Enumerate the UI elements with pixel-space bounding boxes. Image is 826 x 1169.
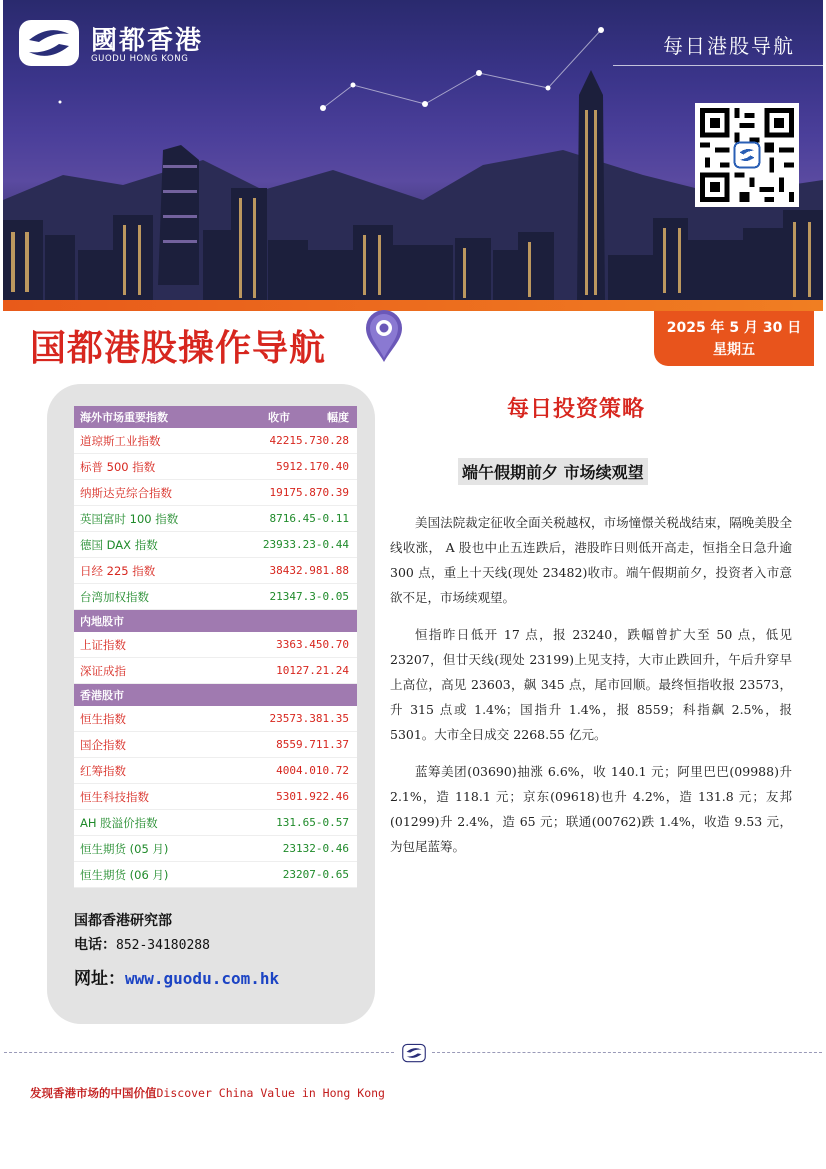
index-close: 42215.73 <box>269 434 323 447</box>
section-title: 内地股市 <box>80 615 124 628</box>
contact-block <box>74 910 279 989</box>
table-row <box>74 480 357 506</box>
header-accent-stripe <box>3 300 823 311</box>
index-name: 英国富时 100 指数 <box>80 511 179 526</box>
index-change: -0.65 <box>315 868 349 881</box>
index-close: 8559.71 <box>276 738 323 751</box>
article-paragraph: 美国法院裁定征收全面关税越权，市场憧憬关税战结束，隔晚美股全线收涨， A 股也中止五连跌后，港股昨日则低开高走，恒指全日急升逾 300 点，重上十天线(现处 23482)收市。端午假期前夕，投资者入市意欲不足，市场续观望。 <box>390 515 792 605</box>
market-index-table <box>74 406 357 888</box>
section-title: 每日投资策略 <box>507 397 646 422</box>
table-row <box>74 862 357 888</box>
index-close: 10127.2 <box>276 664 323 677</box>
page-title: 国都港股操作导航 <box>30 328 327 369</box>
index-change: -0.46 <box>315 842 349 855</box>
date-badge <box>654 311 814 366</box>
index-close: 23573.38 <box>269 712 323 725</box>
guodu-logo-icon <box>402 1043 426 1063</box>
index-close: 38432.98 <box>269 564 323 577</box>
article-paragraph: 恒指昨日低开 17 点，报 23240，跌幅曾扩大至 50 点，低见 23207，但廿天线(现处 23199)上见支持，大市止跌回升，午后升穿早上高位，高见 23603，飙 345 点，尾市回顺。最终恒指收报 23573，升 315 点或 1.4%；国指升 1.4%，报 8559；科指飙 2.5%，报 5301。大市全日成交 2268.55 亿元。 <box>390 627 792 742</box>
index-name: 标普 500 指数 <box>80 459 156 474</box>
index-close: 23132 <box>282 842 316 855</box>
index-close: 3363.45 <box>276 638 323 651</box>
website-label: 网址： <box>74 969 125 989</box>
table-row <box>74 810 357 836</box>
index-name: 恒生指数 <box>80 711 126 726</box>
hk-rows <box>74 706 357 888</box>
index-name: 台湾加权指数 <box>80 589 149 604</box>
table-row <box>74 428 357 454</box>
table-row <box>74 506 357 532</box>
slogan-en: Discover China Value in Hong Kong <box>156 1086 385 1100</box>
table-row <box>74 658 357 684</box>
index-close: 5912.17 <box>276 460 323 473</box>
index-name: 纳斯达克综合指数 <box>80 485 172 500</box>
table-row <box>74 706 357 732</box>
index-name: 日经 225 指数 <box>80 563 156 578</box>
article-body <box>390 510 792 871</box>
brand-name: 國都香港 <box>91 26 204 56</box>
index-change: -0.05 <box>315 590 349 603</box>
section-header-mainland <box>74 610 357 632</box>
website-link[interactable]: www.guodu.com.hk <box>125 969 280 988</box>
header-name: 海外市场重要指数 <box>80 411 168 424</box>
index-close: 21347.3 <box>269 590 316 603</box>
index-close: 5301.92 <box>276 790 323 803</box>
header-change: 幅度 <box>327 411 349 424</box>
footer-slogan <box>30 1085 385 1101</box>
phone-number: 852-34180288 <box>116 938 210 953</box>
report-weekday: 星期五 <box>713 342 755 358</box>
index-change: 1.88 <box>322 564 349 577</box>
table-row <box>74 558 357 584</box>
guodu-logo-icon <box>17 18 81 68</box>
index-change: 1.24 <box>322 664 349 677</box>
index-name: 道琼斯工业指数 <box>80 433 161 448</box>
index-name: 恒生期货 (05 月) <box>80 841 169 856</box>
index-change: -0.11 <box>315 512 349 525</box>
website-line <box>74 964 279 989</box>
index-close: 8716.45 <box>269 512 316 525</box>
phone-line <box>74 934 279 958</box>
table-header <box>74 406 357 428</box>
header-close: 收市 <box>268 411 290 424</box>
index-change: 0.28 <box>322 434 349 447</box>
index-close: 131.65 <box>276 816 316 829</box>
index-name: 国企指数 <box>80 737 126 752</box>
divider <box>613 65 823 66</box>
research-dept: 国都香港研究部 <box>74 913 172 929</box>
slogan-zh: 发现香港市场的中国价值 <box>30 1086 157 1100</box>
footer-divider-right <box>432 1052 822 1054</box>
table-row <box>74 784 357 810</box>
index-change: 0.70 <box>322 638 349 651</box>
index-change: 0.72 <box>322 764 349 777</box>
table-row <box>74 454 357 480</box>
index-name: 恒生期货 (06 月) <box>80 867 169 882</box>
index-change: 0.40 <box>322 460 349 473</box>
index-change: 0.39 <box>322 486 349 499</box>
index-change: 2.46 <box>322 790 349 803</box>
overseas-rows <box>74 428 357 610</box>
table-row <box>74 632 357 658</box>
index-close: 23933.23 <box>262 538 316 551</box>
product-title: 每日港股导航 <box>663 34 795 58</box>
header-banner <box>3 0 823 302</box>
table-row <box>74 732 357 758</box>
phone-label: 电话： <box>74 937 116 953</box>
section-title: 香港股市 <box>80 689 124 702</box>
index-change: 1.35 <box>322 712 349 725</box>
report-date: 2025 年 5 月 30 日 <box>666 320 802 336</box>
section-header-hk <box>74 684 357 706</box>
index-change: -0.44 <box>315 538 349 551</box>
index-name: AH 股溢价指数 <box>80 815 158 830</box>
index-close: 19175.87 <box>269 486 323 499</box>
index-name: 上证指数 <box>80 637 126 652</box>
index-name: 德国 DAX 指数 <box>80 537 158 552</box>
index-name: 红筹指数 <box>80 763 126 778</box>
index-change: -0.57 <box>315 816 349 829</box>
index-name: 深证成指 <box>80 663 126 678</box>
mainland-rows <box>74 632 357 684</box>
table-row <box>74 836 357 862</box>
index-close: 23207 <box>282 868 316 881</box>
footer-divider-left <box>4 1052 394 1054</box>
table-row <box>74 758 357 784</box>
index-change: 1.37 <box>322 738 349 751</box>
brand-name-en: GUODU HONG KONG <box>91 54 189 64</box>
qr-code-icon <box>695 103 799 207</box>
index-name: 恒生科技指数 <box>80 789 149 804</box>
article-paragraph: 蓝筹美团(03690)抽涨 6.6%，收 140.1 元；阿里巴巴(09988)升 2.1%，造 118.1 元；京东(09618)也升 4.2%，造 131.8 元；友邦(01299)升 2.4%，造 65 元；联通(00762)跌 1.4%，收造 9.53 元，为包尾蓝筹。 <box>390 764 792 854</box>
table-row <box>74 584 357 610</box>
article-headline: 端午假期前夕 市场续观望 <box>458 458 648 485</box>
table-row <box>74 532 357 558</box>
location-pin-icon <box>362 308 406 364</box>
index-close: 4004.01 <box>276 764 323 777</box>
